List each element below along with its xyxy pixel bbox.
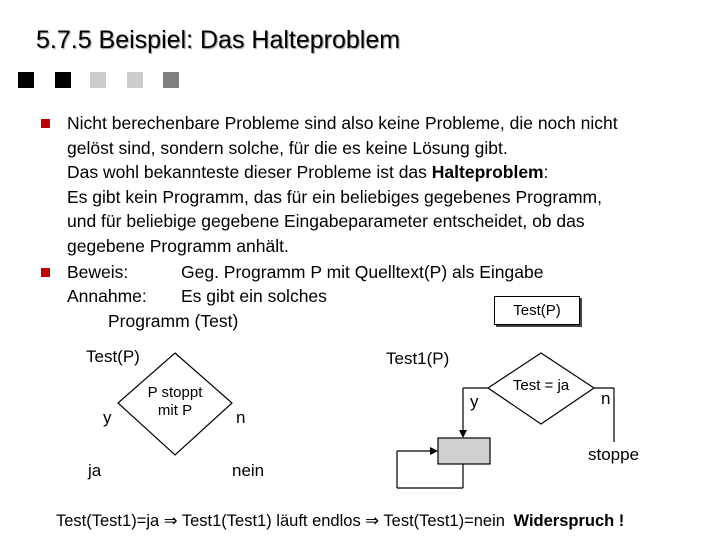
halteproblem-term: Halteproblem xyxy=(431,162,544,182)
test-box-label: Test(P) xyxy=(513,302,561,319)
left-nein-label: nein xyxy=(232,461,265,480)
bullet-1-line: Nicht berechenbare Probleme sind also keine Probleme, die noch nicht xyxy=(67,113,618,133)
left-ja-label: ja xyxy=(88,461,102,480)
right-title: Test1(P) xyxy=(386,349,450,368)
left-decision-label: P stoppt mit P xyxy=(147,384,203,419)
annahme-label: Annahme: xyxy=(67,286,147,306)
bullet-1-line: gegebene Programm anhält. xyxy=(67,235,289,256)
bullet-1-line-part: Das wohl bekannteste dieser Probleme ist das xyxy=(67,162,432,182)
conclusion-emphasis: Widerspruch ! xyxy=(513,512,625,530)
loop-box xyxy=(438,438,490,464)
left-n-label: n xyxy=(236,408,246,427)
colon: : xyxy=(543,162,549,182)
conclusion xyxy=(56,511,624,531)
page-title: 5.7.5 Beispiel: Das Halteproblem xyxy=(36,26,401,54)
conclusion-text: Test(Test1)=ja ⇒ Test1(Test1) läuft endlos ⇒ Test(Test1)=nein xyxy=(56,512,505,530)
bullet-1-line: Es gibt kein Programm, das für ein beliebiges gegebenes Programm, xyxy=(67,186,602,207)
left-y-label: y xyxy=(103,408,112,427)
right-y-label: y xyxy=(470,392,479,411)
annahme-text-cont: Programm (Test) xyxy=(108,311,239,331)
right-decision-label: Test = ja xyxy=(512,377,570,394)
beweis-given: Geg. Programm P mit Quelltext(P) als Eingabe xyxy=(181,262,544,282)
annahme-text: Es gibt ein solches xyxy=(181,286,327,306)
bullet-1-line: gelöst sind, sondern solche, für die es keine Lösung gibt. xyxy=(67,137,508,158)
beweis-label: Beweis: xyxy=(67,262,129,282)
right-n-label: n xyxy=(601,389,611,408)
left-title: Test(P) xyxy=(86,347,140,366)
bullet-1-line: und für beliebige gegebene Eingabeparameter entscheidet, ob das xyxy=(67,211,585,231)
right-stoppe-label: stoppe xyxy=(588,445,640,464)
